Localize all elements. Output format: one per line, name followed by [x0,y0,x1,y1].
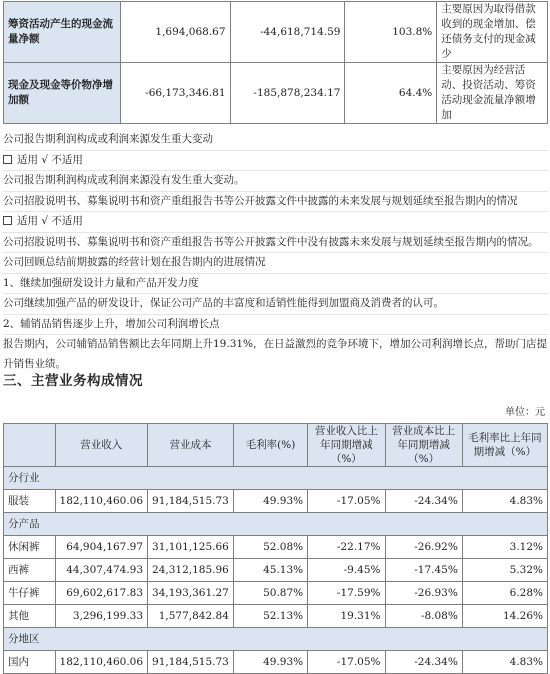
table-row [4,536,548,559]
table-cell: 5.32% [462,559,547,582]
table-cell: 24,312,185.96 [148,559,234,582]
column-header: 毛利率比上年同期增减（%） [462,424,547,467]
table-row [4,63,548,124]
table-row [4,582,548,605]
row-label: 筹资活动产生的现金流量净额 [4,2,121,63]
table-cell: 4.83% [462,490,547,513]
table-cell: 50.87% [233,582,307,605]
section-title: 三、主营业务构成情况 [3,373,143,389]
table-cell: 3,296,199.33 [55,605,148,628]
header-row [4,424,548,467]
table-cell: -185,878,234.17 [230,63,345,124]
paragraph: 2、辅销品销售逐步上升，增加公司利润增长点 [3,315,548,336]
column-header [4,424,56,467]
category-row [4,628,548,651]
category-row [4,467,548,490]
category-label: 分地区 [4,628,548,651]
category-label: 分产品 [4,513,548,536]
table-cell: 49.93% [233,651,307,674]
column-header: 营业收入 [55,424,148,467]
table-cell: -24.34% [385,651,462,674]
table-row [4,2,548,63]
table-cell: -17.05% [308,490,385,513]
table-cell: 31,101,125.66 [148,536,234,559]
table-cell: 19.31% [308,605,385,628]
table-cell: 3.12% [462,536,547,559]
table-cell: 52.08% [233,536,307,559]
paragraph: 公司招股说明书、募集说明书和资产重组报告书等公开披露文件中披露的未来发展与规划延续至报告期内的情况 [3,192,548,213]
business-table [3,423,548,674]
row-label: 其他 [4,605,56,628]
option-line [3,212,548,233]
table-cell: 1,577,842.84 [148,605,234,628]
column-header: 营业收入比上年同期增减（%） [308,424,385,467]
category-row [4,513,548,536]
table-cell: 182,110,460.06 [55,651,148,674]
category-label: 分行业 [4,467,548,490]
paragraph: 公司招股说明书、募集说明书和资产重组报告书等公开披露文件中没有披露未来发展与规划延续至报告期内的情况。 [3,233,548,254]
paragraph: 公司回顾总结前期披露的经营计划在报告期内的进展情况 [3,253,548,274]
unit-label: 单位：元 [505,407,545,418]
body-text [3,130,548,374]
table-cell: 103.8% [345,2,437,63]
table-cell: 1,694,068.67 [120,2,230,63]
table-cell: 64,904,167.97 [55,536,148,559]
paragraph: 报告期内，公司辅销品销售额比去年同期上升19.31%，在日益激烈的竞争环境下，增加公司利润增长点，帮助门店提升销售业绩。 [3,338,548,370]
table-row [4,490,548,513]
table-row [4,651,548,674]
table-cell: 14.26% [462,605,547,628]
table-row [4,559,548,582]
table-cell: -24.34% [385,490,462,513]
table-cell: -26.93% [385,582,462,605]
paragraph: 公司报告期利润构成或利润来源没有发生重大变动。 [3,171,548,192]
table-cell: 64.4% [345,63,437,124]
paragraph: 公司报告期利润构成或利润来源发生重大变动 [3,130,548,151]
table-cell: 49.93% [233,490,307,513]
table-cell: 4.83% [462,651,547,674]
table-cell: -17.59% [308,582,385,605]
table-cell: 主要原因为经营活动、投资活动、筹资活动现金流量净额增加 [437,63,548,124]
table-cell: 44,307,474.93 [55,559,148,582]
table-cell: 91,184,515.73 [148,651,234,674]
table-row [4,605,548,628]
column-header: 营业成本比上年同期增减（%） [385,424,462,467]
column-header: 营业成本 [148,424,234,467]
table-cell: -17.05% [308,651,385,674]
table-cell: 182,110,460.06 [55,490,148,513]
table-cell: 69,602,617.83 [55,582,148,605]
option-text: 适用 √ 不适用 [17,153,83,166]
table-cell: -66,173,346.81 [120,63,230,124]
row-label: 现金及现金等价物净增加额 [4,63,121,124]
table-cell: 52.13% [233,605,307,628]
table-cell: -8.08% [385,605,462,628]
paragraph: 1、继续加强研发设计力量和产品开发力度 [3,274,548,295]
paragraph: 公司继续加强产品的研发设计，保证公司产品的丰富度和适销性能得到加盟商及消费者的认可。 [3,294,548,315]
cash-flow-table [3,1,548,124]
column-header: 毛利率(%) [233,424,307,467]
table-cell: 45.13% [233,559,307,582]
option-text: 适用 √ 不适用 [17,215,83,227]
table-cell: 34,193,361.27 [148,582,234,605]
table-cell: -44,618,714.59 [230,2,345,63]
row-label: 服装 [4,490,56,513]
row-label: 国内 [4,651,56,674]
row-label: 西裤 [4,559,56,582]
table-cell: -26.92% [385,536,462,559]
row-label: 牛仔裤 [4,582,56,605]
table-cell: -17.45% [385,559,462,582]
table-cell: 主要原因为取得借款收到的现金增加、偿还债务支付的现金减少 [437,2,548,63]
row-label: 休闲裤 [4,536,56,559]
table-cell: -22.17% [308,536,385,559]
checkbox-icon [3,155,12,164]
option-line [3,151,548,172]
table-cell: 91,184,515.73 [148,490,234,513]
table-cell: -9.45% [308,559,385,582]
table-cell: 6.28% [462,582,547,605]
checkbox-icon [3,216,12,225]
